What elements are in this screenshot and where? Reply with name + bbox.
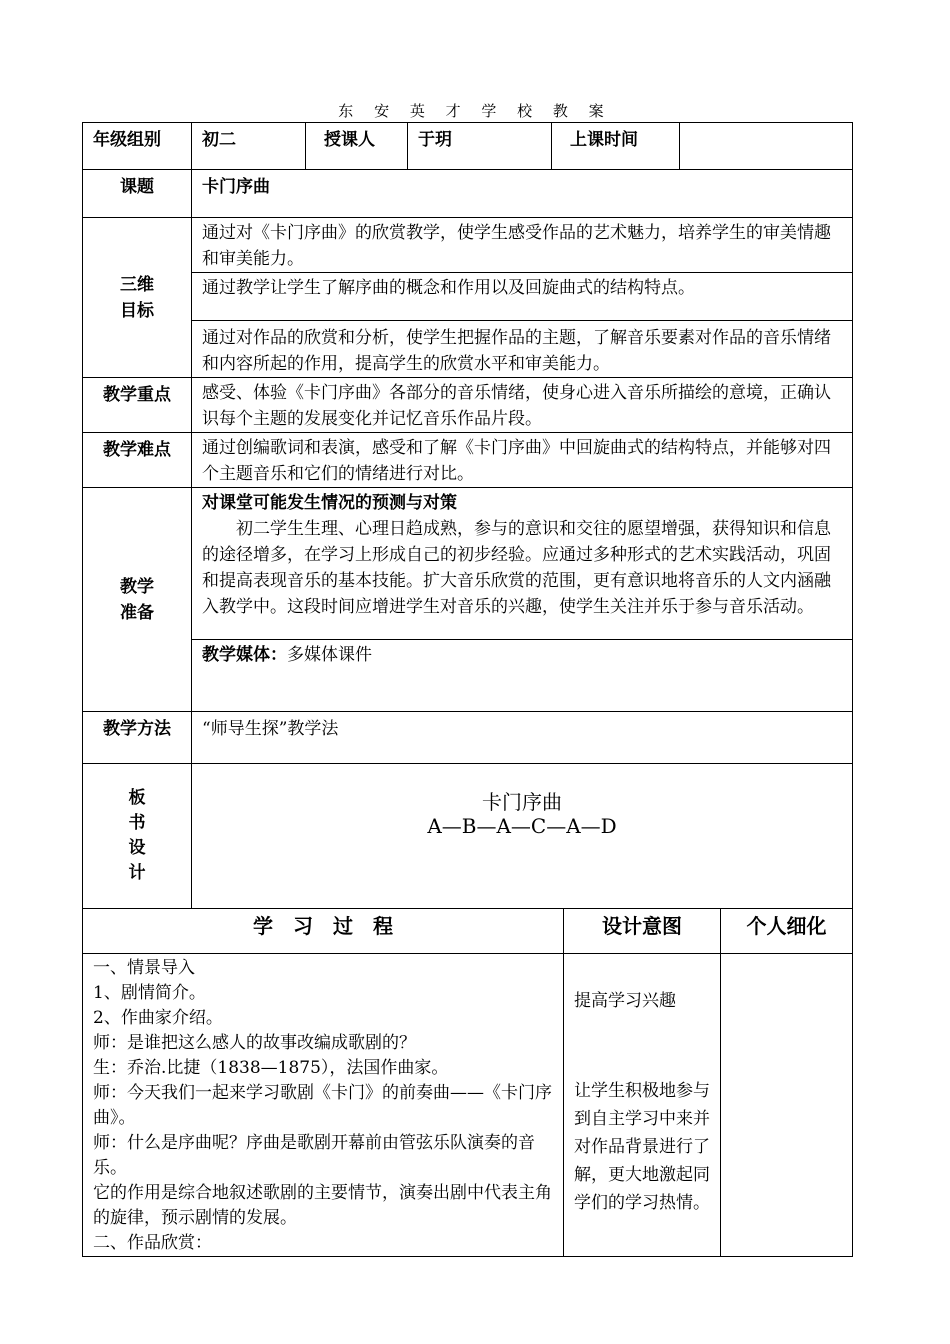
time-label: 上课时间 bbox=[552, 123, 680, 170]
board-title: 卡门序曲 bbox=[482, 790, 562, 814]
preparation-row bbox=[83, 488, 853, 640]
lesson-plan-table bbox=[82, 122, 852, 1257]
goals-label-line-2: 目标 bbox=[120, 300, 154, 321]
preparation-content bbox=[192, 488, 853, 640]
media-label: 教学媒体： bbox=[202, 645, 287, 665]
lesson-info-table bbox=[82, 122, 853, 909]
goals-label bbox=[83, 218, 192, 378]
process-line: 二、作品欣赏： bbox=[93, 1233, 212, 1253]
goal-item-3: 通过对作品的欣赏和分析，使学生把握作品的主题，了解音乐要素对作品的音乐情绪和内容所起的作用，提高学生的欣赏水平和审美能力。 bbox=[192, 321, 853, 378]
board-label-line-4: 计 bbox=[128, 863, 146, 883]
goal-row-3 bbox=[83, 321, 853, 378]
intent-content bbox=[564, 954, 721, 1257]
goal-row-1 bbox=[83, 218, 853, 273]
intent-column-header: 设计意图 bbox=[564, 909, 721, 954]
goal-item-1: 通过对《卡门序曲》的欣赏教学，使学生感受作品的艺术魅力，培养学生的审美情趣和审美能力。 bbox=[192, 218, 853, 273]
intent-item-1: 提高学习兴趣 bbox=[574, 991, 676, 1011]
method-value: “师导生探”教学法 bbox=[192, 712, 853, 764]
goals-label-line-1: 三维 bbox=[120, 274, 154, 295]
topic-label: 课题 bbox=[83, 170, 192, 218]
board-label-line-3: 设 bbox=[128, 838, 146, 858]
process-header-row bbox=[83, 909, 853, 954]
process-table bbox=[82, 908, 853, 1257]
board-label bbox=[83, 764, 192, 909]
media-row bbox=[83, 640, 853, 712]
preparation-heading: 对课堂可能发生情况的预测与对策 bbox=[202, 493, 457, 513]
board-row bbox=[83, 764, 853, 909]
grade-value: 初二 bbox=[192, 123, 306, 170]
process-line: 师：是谁把这么感人的故事改编成歌剧的？ bbox=[93, 1033, 416, 1053]
goal-item-2: 通过教学让学生了解序曲的概念和作用以及回旋曲式的结构特点。 bbox=[192, 273, 853, 321]
preparation-label-line-1: 教学 bbox=[120, 576, 154, 597]
media-value: 多媒体课件 bbox=[287, 645, 372, 665]
difficulties-value: 通过创编歌词和表演，感受和了解《卡门序曲》中回旋曲式的结构特点，并能够对四个主题音乐和它们的情绪进行对比。 bbox=[192, 433, 853, 488]
difficulties-row bbox=[83, 433, 853, 488]
process-column-header: 学 习 过 程 bbox=[83, 909, 564, 954]
key-points-row bbox=[83, 378, 853, 433]
media-content bbox=[192, 640, 853, 712]
difficulties-label: 教学难点 bbox=[83, 433, 192, 488]
process-line: 一、情景导入 bbox=[93, 958, 195, 978]
header-row bbox=[83, 123, 853, 170]
grade-label: 年级组别 bbox=[83, 123, 192, 170]
board-label-line-1: 板 bbox=[128, 788, 146, 808]
process-line: 师：今天我们一起来学习歌剧《卡门》的前奏曲——《卡门序曲》。 bbox=[93, 1083, 552, 1128]
key-points-label: 教学重点 bbox=[83, 378, 192, 433]
goal-row-2 bbox=[83, 273, 853, 321]
intent-item-2: 让学生积极地参与到自主学习中来并对作品背景进行了解，更大地激起同学们的学习热情。 bbox=[574, 1081, 710, 1213]
process-content bbox=[83, 954, 564, 1257]
key-points-value: 感受、体验《卡门序曲》各部分的音乐情绪，使身心进入音乐所描绘的意境，正确认识每个主题的发展变化并记忆音乐作品片段。 bbox=[192, 378, 853, 433]
process-content-row bbox=[83, 954, 853, 1257]
preparation-body: 初二学生生理、心理日趋成熟，参与的意识和交往的愿望增强，获得知识和信息的途径增多，在学习上形成自己的初步经验。应通过多种形式的艺术实践活动，巩固和提高表现音乐的基本技能。扩大音乐欣赏的范围，更有意识地将音乐的人文内涵融入教学中。这段时间应增进学生对音乐的兴趣，使学生关注并乐于参与音乐活动。 bbox=[202, 519, 831, 617]
process-line: 生：乔治.比捷（1838—1875），法国作曲家。 bbox=[93, 1058, 449, 1078]
process-line: 1、剧情简介。 bbox=[93, 983, 206, 1003]
process-line: 它的作用是综合地叙述歌剧的主要情节，演奏出剧中代表主角的旋律，预示剧情的发展。 bbox=[93, 1183, 552, 1228]
board-label-line-2: 书 bbox=[128, 813, 146, 833]
topic-row bbox=[83, 170, 853, 218]
process-line: 师：什么是序曲呢？序曲是歌剧开幕前由管弦乐队演奏的音乐。 bbox=[93, 1133, 535, 1178]
board-structure: A—B—A—C—A—D bbox=[427, 814, 617, 838]
method-row bbox=[83, 712, 853, 764]
page-title: 东 安 英 才 学 校 教 案 bbox=[338, 102, 612, 120]
topic-value: 卡门序曲 bbox=[192, 170, 853, 218]
teacher-value: 于玥 bbox=[408, 123, 552, 170]
method-label: 教学方法 bbox=[83, 712, 192, 764]
process-line: 2、作曲家介绍。 bbox=[93, 1008, 223, 1028]
personal-column-header: 个人细化 bbox=[721, 909, 853, 954]
time-value bbox=[680, 123, 853, 170]
teacher-label: 授课人 bbox=[306, 123, 408, 170]
preparation-label-line-2: 准备 bbox=[120, 602, 154, 623]
board-content bbox=[192, 764, 853, 909]
preparation-label bbox=[83, 488, 192, 712]
personal-content bbox=[721, 954, 853, 1257]
